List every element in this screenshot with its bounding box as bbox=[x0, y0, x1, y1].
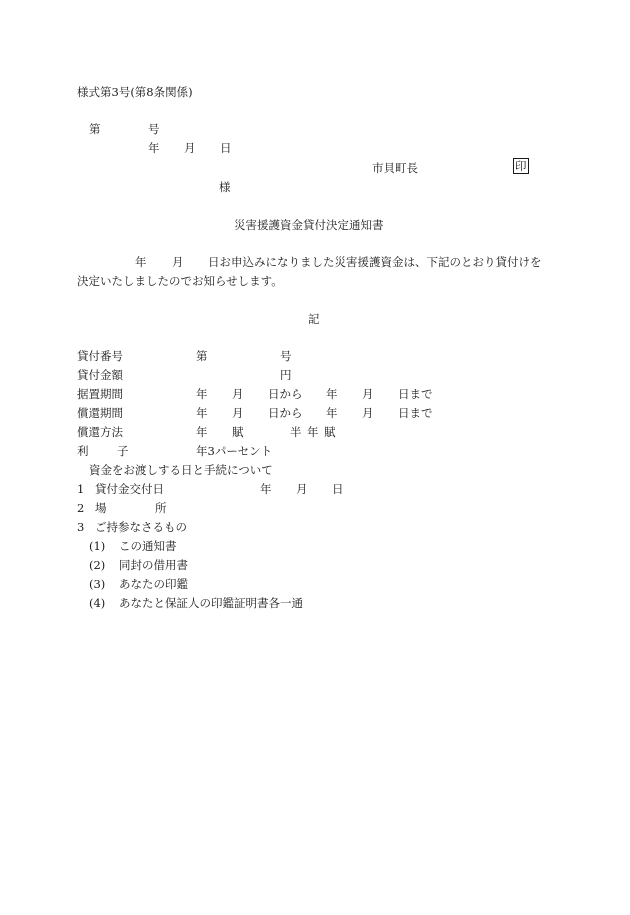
issuer-name: 市貝町長 bbox=[372, 161, 418, 175]
repayment-year-2: 年 bbox=[326, 406, 338, 420]
loan-number-prefix: 第 bbox=[196, 349, 208, 363]
form-number: 様式第3号(第8条関係) bbox=[77, 85, 193, 99]
list-item-text: あなたと保証人の印鑑証明書各一通 bbox=[119, 596, 303, 610]
body-line1: 日お申込みになりました災害援護資金は、下記のとおり貸付けを bbox=[208, 255, 542, 269]
delivery-item1-label: 貸付金交付日 bbox=[95, 482, 164, 496]
delivery-heading: 資金をお渡しする日と手続について bbox=[89, 463, 273, 477]
list-item-num: (4) bbox=[89, 596, 106, 610]
repayment-semi-3: 賦 bbox=[324, 425, 336, 439]
body-year: 年 bbox=[135, 255, 147, 269]
list-item-text: あなたの印鑑 bbox=[119, 577, 188, 591]
repayment-month-1: 月 bbox=[232, 406, 244, 420]
list-item-num: (1) bbox=[89, 539, 106, 553]
delivery-day: 日 bbox=[332, 482, 344, 496]
deferment-month-2: 月 bbox=[362, 387, 374, 401]
repayment-annual-2: 賦 bbox=[232, 425, 244, 439]
delivery-item1-num: 1 bbox=[77, 482, 85, 496]
date-year: 年 bbox=[148, 141, 160, 155]
interest-value: 年3パーセント bbox=[196, 444, 273, 458]
loan-number-label: 貸付番号 bbox=[77, 349, 123, 363]
delivery-item2-label-2: 所 bbox=[155, 501, 167, 515]
body-month: 月 bbox=[172, 255, 184, 269]
seal-mark: 印 bbox=[515, 159, 527, 173]
list-item-text: この通知書 bbox=[119, 539, 177, 553]
doc-number-suffix: 号 bbox=[148, 122, 160, 136]
interest-label-2: 子 bbox=[117, 444, 129, 458]
repayment-day-2: 日まで bbox=[398, 406, 433, 420]
deferment-day-2: 日まで bbox=[398, 387, 433, 401]
repayment-semi-1: 半 bbox=[290, 425, 302, 439]
addressee-suffix: 様 bbox=[219, 180, 231, 194]
deferment-day-1: 日から bbox=[268, 387, 303, 401]
repayment-method-label: 償還方法 bbox=[77, 425, 123, 439]
repayment-semi-2: 年 bbox=[307, 425, 319, 439]
delivery-item3-label: ご持参なさるもの bbox=[95, 520, 187, 534]
loan-number-suffix: 号 bbox=[280, 349, 292, 363]
delivery-month: 月 bbox=[296, 482, 308, 496]
deferment-month-1: 月 bbox=[232, 387, 244, 401]
delivery-item2-num: 2 bbox=[77, 501, 85, 515]
body-line2: 決定いたしましたのでお知らせします。 bbox=[77, 274, 283, 288]
document-title: 災害援護資金貸付決定通知書 bbox=[234, 218, 384, 232]
date-month: 月 bbox=[184, 141, 196, 155]
list-item-text: 同封の借用書 bbox=[119, 558, 188, 572]
repayment-day-1: 日から bbox=[268, 406, 303, 420]
deferment-label: 据置期間 bbox=[77, 387, 123, 401]
repayment-annual-1: 年 bbox=[196, 425, 208, 439]
deferment-year-2: 年 bbox=[326, 387, 338, 401]
list-item-num: (3) bbox=[89, 577, 106, 591]
repayment-month-2: 月 bbox=[362, 406, 374, 420]
repayment-period-label: 償還期間 bbox=[77, 406, 123, 420]
delivery-year: 年 bbox=[260, 482, 272, 496]
interest-label-1: 利 bbox=[77, 444, 89, 458]
loan-amount-label: 貸付金額 bbox=[77, 368, 123, 382]
loan-amount-unit: 円 bbox=[280, 368, 292, 382]
date-day: 日 bbox=[220, 141, 232, 155]
repayment-year-1: 年 bbox=[196, 406, 208, 420]
deferment-year-1: 年 bbox=[196, 387, 208, 401]
delivery-item3-num: 3 bbox=[77, 520, 85, 534]
ki-mark: 記 bbox=[308, 312, 320, 326]
list-item-num: (2) bbox=[89, 558, 106, 572]
delivery-item2-label-1: 場 bbox=[95, 501, 107, 515]
doc-number-prefix: 第 bbox=[89, 122, 101, 136]
